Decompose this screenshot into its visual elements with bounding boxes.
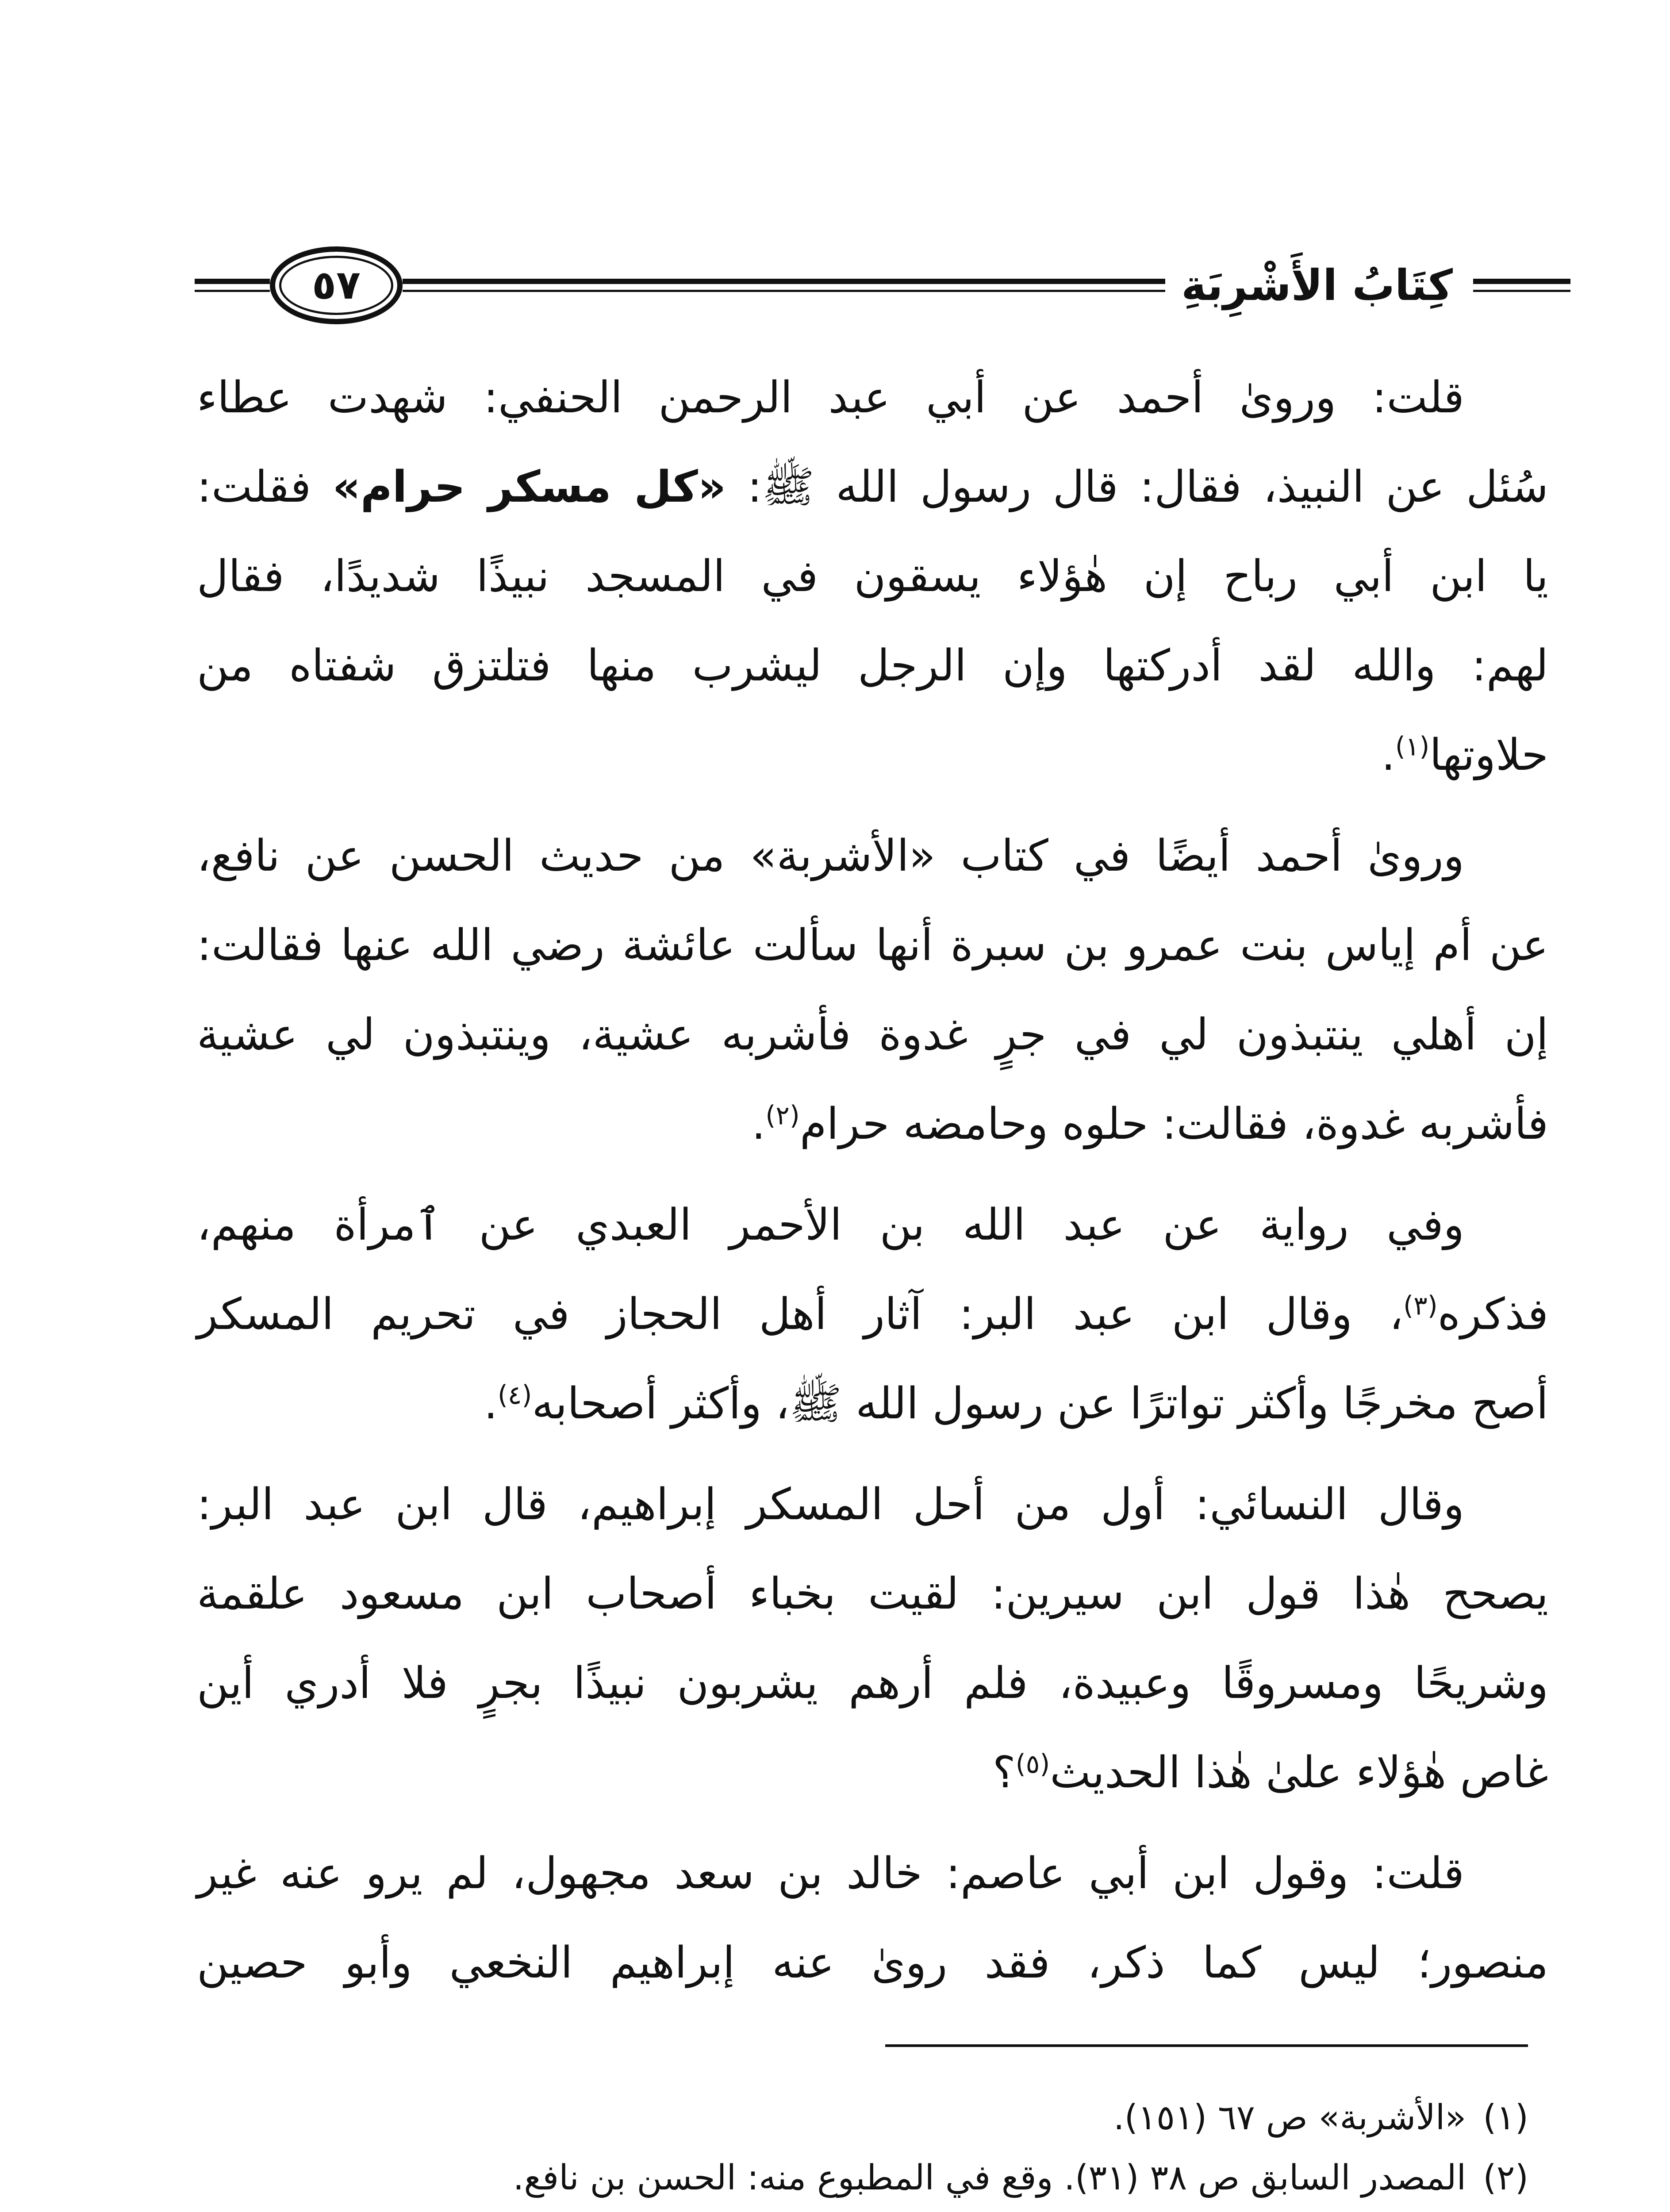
- text-line: [197, 1079, 1548, 1169]
- footnote-ref: (٥): [1015, 1748, 1050, 1779]
- footnote-text: المصدر السابق ص ٣٨ (٣١). وقع في المطبوع منه: الحسن بن نافع.: [513, 2158, 1467, 2198]
- footnotes: [197, 2088, 1528, 2212]
- text-line: [197, 1639, 1548, 1728]
- paragraph: [197, 353, 1548, 800]
- text-segment: إن أهلي ينتبذون لي في جرٍ غدوة فأشربه عشية، وينتبذون لي عشية: [197, 1010, 1548, 1060]
- text-line: [197, 532, 1548, 621]
- line-content: [993, 1747, 1548, 1798]
- text-segment: منصور؛ ليس كما ذكر، فقد روىٰ عنه إبراهيم النخعي وأبو حصين: [197, 1938, 1548, 1988]
- line-content: [197, 1289, 1548, 1340]
- text-line: [197, 621, 1548, 710]
- text-line: [197, 1359, 1548, 1448]
- line-content: [197, 1938, 1548, 1988]
- footnote-text: «الأشربة» ص ٦٧ (١٥١).: [1113, 2098, 1467, 2138]
- line-content: [197, 641, 1548, 691]
- line-content: [197, 551, 1548, 602]
- line-content: [197, 462, 1548, 512]
- text-segment: وفي رواية عن عبد الله بن الأحمر العبدي عن ٱمرأة منهم،: [197, 1200, 1464, 1250]
- text-segment: .: [752, 1099, 766, 1149]
- text-segment: .: [484, 1379, 498, 1429]
- text-line: [197, 1918, 1548, 2008]
- page-number: ٥٧: [312, 262, 361, 308]
- text-segment: لهم: والله لقد أدركتها وإن الرجل ليشرب منها فتلتزق شفتاه من: [197, 641, 1548, 691]
- text-segment: وشريحًا ومسروقًا وعبيدة، فلم أرهم يشربون نبيذًا بجرٍ فلا أدري أين: [197, 1658, 1548, 1709]
- header-rule-long: [403, 279, 1165, 292]
- text-segment: وروىٰ أحمد أيضًا في كتاب «الأشربة» من حديث الحسن عن نافع،: [197, 831, 1464, 881]
- line-content: [197, 1200, 1464, 1250]
- text-segment: ؟: [992, 1747, 1016, 1798]
- text-segment: غاص هٰؤلاء علىٰ هٰذا الحديث: [1050, 1747, 1548, 1798]
- text-line: [197, 1829, 1548, 1918]
- text-segment: فذكره: [1437, 1289, 1548, 1340]
- line-content: [197, 831, 1464, 881]
- line-content: [197, 1569, 1548, 1619]
- text-segment: فقلت:: [197, 462, 333, 512]
- text-segment: .: [1381, 730, 1395, 780]
- footnote-marker: (١): [1483, 2098, 1528, 2138]
- text-line: [197, 1180, 1548, 1270]
- text-segment: عن أم إياس بنت عمرو بن سبرة أنها سألت عائشة رضي الله عنها فقالت:: [197, 920, 1548, 971]
- text-line: [197, 1270, 1548, 1359]
- hadith-quote: «كل مسكر حرام»: [332, 462, 726, 512]
- book-chapter-title: كِتَابُ الأَشْرِبَةِ: [1181, 261, 1453, 310]
- paragraph: [197, 1829, 1548, 2008]
- text-line: [197, 353, 1548, 442]
- text-segment: يصحح هٰذا قول ابن سيرين: لقيت بخباء أصحاب ابن مسعود علقمة: [197, 1569, 1548, 1619]
- line-content: [197, 1010, 1548, 1060]
- text-segment: أصح مخرجًا وأكثر تواترًا عن رسول الله ﷺ، وأكثر أصحابه: [532, 1379, 1548, 1429]
- header-rule-right: [1473, 279, 1570, 292]
- text-line: [197, 710, 1548, 800]
- footnote-marker: (٢): [1483, 2158, 1528, 2198]
- text-line: [197, 901, 1548, 990]
- text-line: [197, 990, 1548, 1079]
- footnote: [197, 2208, 1528, 2212]
- text-segment: فأشربه غدوة، فقالت: حلوه وحامضه حرام: [799, 1099, 1548, 1149]
- header-rule-left: [195, 279, 270, 292]
- text-line: [197, 1460, 1548, 1549]
- text-line: [197, 811, 1548, 901]
- page-number-oval: [270, 246, 403, 324]
- footnote-ref: (٤): [497, 1379, 532, 1410]
- text-segment: وقال النسائي: أول من أحل المسكر إبراهيم، قال ابن عبد البر:: [197, 1479, 1464, 1530]
- line-content: [752, 1099, 1548, 1149]
- footnote: [197, 2088, 1528, 2148]
- text-segment: قلت: وقول ابن أبي عاصم: خالد بن سعد مجهول، لم يرو عنه غير: [197, 1848, 1464, 1899]
- line-content: [197, 920, 1548, 971]
- line-content: [1382, 730, 1548, 780]
- running-header: [195, 248, 1570, 323]
- paragraph: [197, 1180, 1548, 1448]
- footnote-content: [513, 2158, 1528, 2198]
- line-content: [484, 1379, 1548, 1429]
- text-segment: ، وقال ابن عبد البر: آثار أهل الحجاز في تحريم المسكر: [197, 1289, 1404, 1340]
- footnote-marker: [1483, 2208, 1528, 2212]
- main-text: [197, 353, 1548, 2008]
- text-segment: سُئل عن النبيذ، فقال: قال رسول الله ﷺ:: [726, 462, 1548, 512]
- text-line: [197, 1728, 1548, 1817]
- paragraph: [197, 1460, 1548, 1817]
- line-content: [197, 1848, 1464, 1899]
- paragraph: [197, 811, 1548, 1169]
- footnote-content: [1113, 2098, 1528, 2138]
- line-content: [197, 1658, 1548, 1709]
- footnote: [197, 2148, 1528, 2208]
- footnote-ref: (٣): [1403, 1290, 1438, 1321]
- footnote-ref: (٢): [765, 1100, 800, 1131]
- footnote-separator: [885, 2044, 1528, 2047]
- footnote-ref: (١): [1395, 731, 1430, 762]
- line-content: [197, 1479, 1464, 1530]
- line-content: [197, 373, 1464, 423]
- text-line: [197, 1549, 1548, 1639]
- text-segment: يا ابن أبي رباح إن هٰؤلاء يسقون في المسجد نبيذًا شديدًا، فقال: [197, 551, 1548, 602]
- text-line: [197, 442, 1548, 532]
- text-segment: حلاوتها: [1429, 730, 1548, 780]
- text-segment: قلت: وروىٰ أحمد عن أبي عبد الرحمن الحنفي: شهدت عطاء: [197, 373, 1464, 423]
